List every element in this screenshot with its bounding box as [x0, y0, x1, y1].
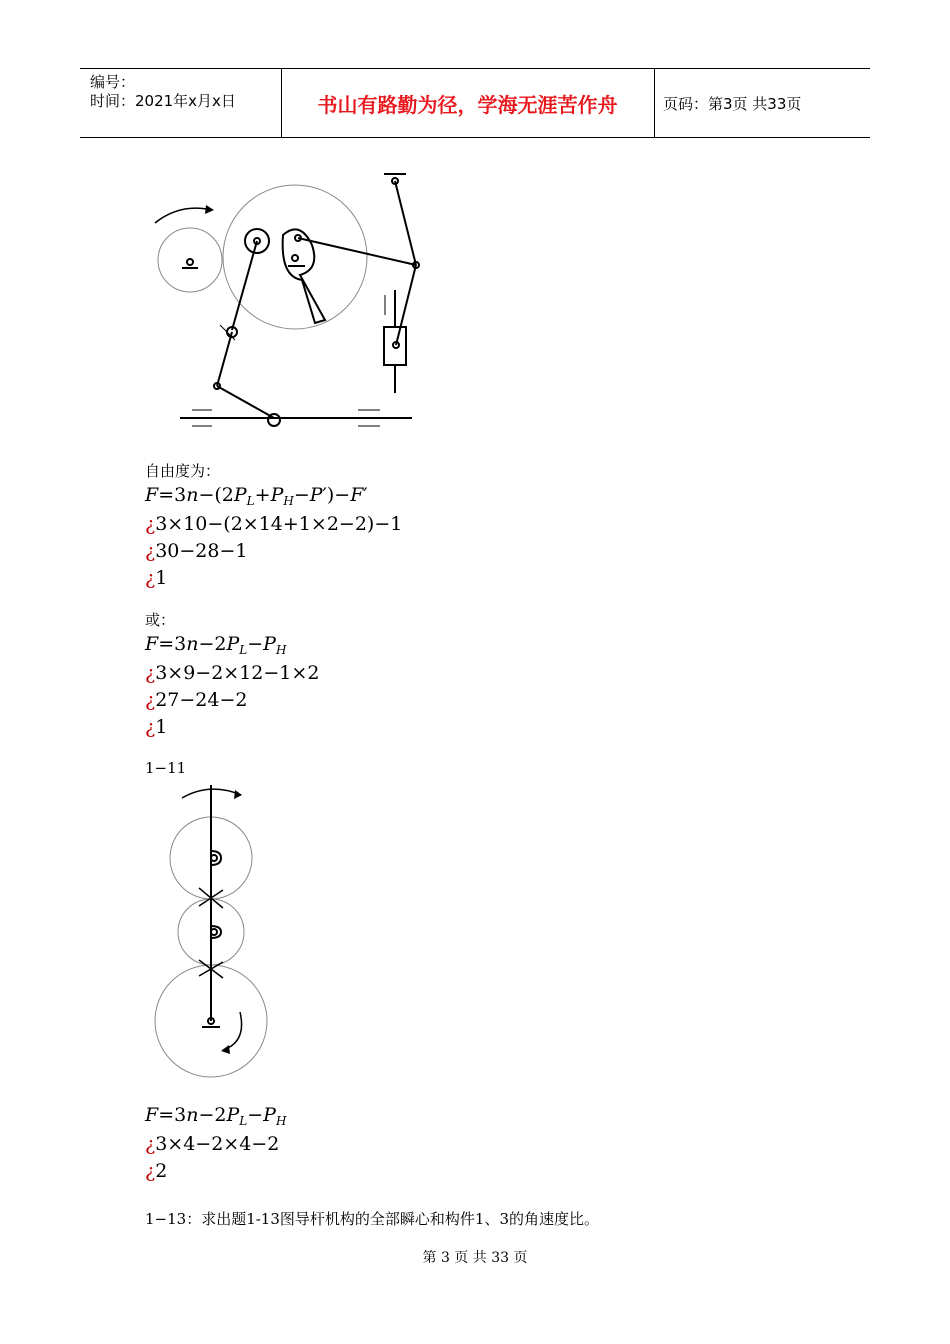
formula-text: =3	[158, 484, 187, 506]
arrow-head-icon	[205, 205, 214, 214]
symbol-n: n	[186, 1104, 199, 1126]
formula-text: −	[247, 633, 264, 655]
formula-text: 1	[155, 716, 168, 738]
header-page-info: 页码：第3页 共33页	[663, 94, 802, 113]
symbol-n: n	[186, 633, 199, 655]
problem-label-1-11: 1−11	[145, 759, 187, 777]
formula-text: 3×10−(2×14+1×2−2)−1	[155, 513, 403, 535]
formula-text: +	[254, 484, 271, 506]
glyph: ¿	[145, 1133, 156, 1155]
glyph: ¿	[145, 662, 156, 684]
formula-text: −	[247, 1104, 264, 1126]
formula-111-line2	[145, 1131, 279, 1158]
symbol-P: P	[263, 1104, 276, 1126]
glyph: ¿	[145, 540, 156, 562]
glyph: ¿	[145, 716, 156, 738]
formula-111-line3	[145, 1158, 167, 1185]
symbol-F: F	[145, 633, 159, 655]
gear-large	[223, 185, 367, 329]
glyph: ¿	[145, 689, 156, 711]
rotation-arrow-icon	[155, 208, 212, 223]
formula-alt-line3	[145, 687, 247, 714]
page-footer: 第 3 页 共 33 页	[422, 1250, 528, 1266]
time-line: 时间：2021年x月x日	[90, 92, 236, 110]
subscript-L: L	[239, 643, 248, 657]
subscript-H: H	[283, 494, 294, 508]
formula-dof-line4	[145, 565, 167, 592]
formula-text: 2	[155, 1160, 168, 1182]
formula-text: 1	[155, 567, 168, 589]
formula-text: =3	[158, 1104, 187, 1126]
formula-text: −(2	[198, 484, 234, 506]
symbol-F: F	[145, 1104, 159, 1126]
symbol-P: P	[270, 484, 284, 506]
arrow-head-icon	[234, 790, 242, 799]
question-1-13: 1−13：求出题1-13图导杆机构的全部瞬心和构件1、3的角速度比。	[145, 1210, 599, 1228]
header-motto: 书山有路勤为径，学海无涯苦作舟	[317, 92, 618, 117]
formula-text: −2	[198, 1104, 227, 1126]
dof-label: 自由度为：	[145, 462, 221, 480]
slider-block	[384, 327, 406, 365]
subscript-L: L	[239, 1114, 248, 1128]
header-divider	[654, 69, 655, 137]
symbol-P: P	[226, 633, 240, 655]
symbol-n: n	[186, 484, 199, 506]
symbol-F: F	[350, 484, 364, 506]
formula-dof-line3	[145, 538, 247, 565]
formula-text: 3×9−2×12−1×2	[155, 662, 320, 684]
formula-text: −2	[198, 633, 227, 655]
glyph: ¿	[145, 513, 156, 535]
glyph: ¿	[145, 1160, 156, 1182]
header-table	[80, 68, 870, 138]
formula-text: ′	[363, 484, 368, 506]
formula-text: ′)−	[322, 484, 351, 506]
symbol-F: F	[145, 484, 159, 506]
number-label: 编号：	[90, 73, 136, 91]
subscript-H: H	[275, 1114, 287, 1128]
rotation-arrow-icon	[223, 1012, 242, 1050]
formula-text: =3	[158, 633, 187, 655]
formula-text: −	[293, 484, 310, 506]
subscript-L: L	[246, 494, 255, 508]
header-left-cell	[90, 73, 236, 111]
subscript-H: H	[275, 643, 287, 657]
symbol-P: P	[309, 484, 323, 506]
symbol-P: P	[226, 1104, 240, 1126]
formula-text: 3×4−2×4−2	[155, 1133, 280, 1155]
symbol-P: P	[263, 633, 276, 655]
glyph: ¿	[145, 567, 156, 589]
formula-dof-line2	[145, 511, 402, 538]
formula-text: 27−24−2	[155, 689, 248, 711]
gear-train-figure	[145, 780, 280, 1085]
formula-alt-line2	[145, 660, 319, 687]
or-label: 或：	[145, 611, 176, 629]
symbol-P: P	[233, 484, 247, 506]
mechanism-figure	[140, 165, 440, 445]
arrow-head-icon	[221, 1045, 230, 1054]
formula-text: 30−28−1	[155, 540, 248, 562]
formula-alt-line4	[145, 714, 167, 741]
